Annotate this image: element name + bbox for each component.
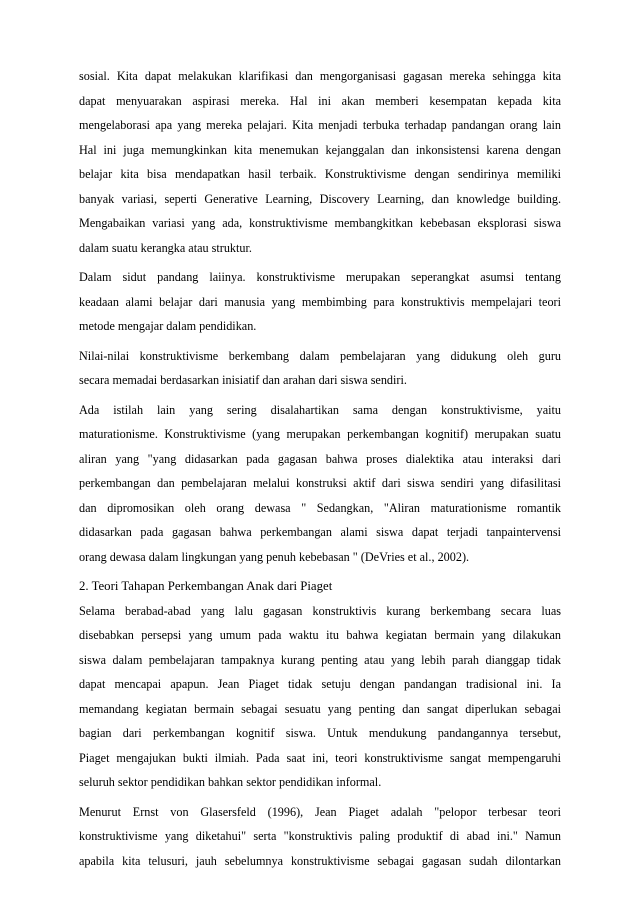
- text-line: Mengabaikan variasi yang ada, konstruktivisme membangkitkan kebebasan eksplorasi siswa: [79, 216, 561, 230]
- text-line: didasarkan pada gagasan bahwa perkembangan alami siswa dapat terjadi tanpaintervensi: [79, 525, 561, 539]
- text-line: konstruktivisme yang diketahui" serta "konstruktivis paling produktif di abad ini." Namun: [79, 829, 561, 843]
- text-line: Hal ini juga memungkinkan kita menemukan kejanggalan dan inkonsistensi karena dengan: [79, 142, 561, 157]
- text-line: orang dewasa dalam lingkungan yang penuh kebebasan " (DeVries et al., 2002).: [79, 549, 470, 564]
- text-line: dan dipromosikan oleh orang dewasa " Sedangkan, "Aliran maturationisme romantik: [79, 500, 561, 515]
- document-page: [79, 64, 561, 873]
- text-line: dapat mencapai apapun. Jean Piaget tidak setuju dengan pandangan tradisional ini. Ia: [79, 677, 561, 691]
- text-line: bagian dari perkembangan kognitif siswa. Untuk mendukung pandangannya tersebut,: [79, 726, 561, 740]
- text-line: keadaan alami belajar dari manusia yang membimbing para konstruktivis mempelajari teori: [79, 294, 561, 309]
- text-line: mengelaborasi apa yang mereka pelajari. Kita menjadi terbuka terhadap pandangan orang lain: [79, 118, 561, 132]
- paragraph-nilai-nilai: [79, 344, 561, 393]
- text-line: Nilai-nilai konstruktivisme berkembang dalam pembelajaran yang didukung oleh guru: [79, 348, 561, 363]
- text-line: maturationisme. Konstruktivisme (yang merupakan perkembangan kognitif) merupakan suatu: [79, 427, 561, 441]
- paragraph-konstruktivisme-variasi: [79, 64, 561, 260]
- paragraph-piaget-bermain: [79, 599, 561, 795]
- text-line: sosial. Kita dapat melakukan klarifikasi dan mengorganisasi gagasan mereka sehingga kita: [79, 69, 561, 83]
- text-line: Selama berabad-abad yang lalu gagasan konstruktivis kurang berkembang secara luas: [79, 603, 561, 618]
- text-line: banyak variasi, seperti Generative Learning, Discovery Learning, dan knowledge building.: [79, 191, 561, 206]
- section-heading: 2. Teori Tahapan Perkembangan Anak dari Piaget: [79, 579, 333, 593]
- text-line: siswa dalam pembelajaran tampaknya kurang penting atau yang lebih parah dianggap tidak: [79, 652, 561, 667]
- paragraph-maturationisme: [79, 398, 561, 570]
- text-line: dapat menyuarakan aspirasi mereka. Hal ini akan memberi kesempatan kepada kita: [79, 93, 561, 108]
- text-line: dalam suatu kerangka atau struktur.: [79, 240, 252, 255]
- text-line: Ada istilah lain yang sering disalahartikan sama dengan konstruktivisme, yaitu: [79, 402, 561, 417]
- text-line: Menurut Ernst von Glasersfeld (1996), Jean Piaget adalah "pelopor terbesar teori: [79, 804, 561, 819]
- text-line: secara memadai berdasarkan inisiatif dan arahan dari siswa sendiri.: [79, 373, 407, 387]
- text-line: Piaget mengajukan bukti ilmiah. Pada saat ini, teori konstruktivisme sangat mempengaruhi: [79, 750, 561, 765]
- paragraph-glasersfeld: [79, 800, 561, 874]
- text-line: disebabkan persepsi yang umum pada waktu itu bahwa kegiatan bermain yang dilakukan: [79, 628, 561, 642]
- text-line: apabila kita telusuri, jauh sebelumnya konstruktivisme sebagai gagasan sudah dilontarkan: [79, 853, 561, 868]
- text-line: aliran yang "yang didasarkan pada gagasan bahwa proses dialektika atau interaksi dari: [79, 451, 561, 466]
- text-line: memandang kegiatan bermain sebagai sesuatu yang penting dan sangat diperlukan sebagai: [79, 701, 561, 716]
- text-line: Dalam sidut pandang laiinya. konstruktivisme merupakan seperangkat asumsi tentang: [79, 270, 561, 284]
- text-line: seluruh sektor pendidikan bahkan sektor pendidikan informal.: [79, 775, 382, 789]
- text-line: belajar kita bisa mendapatkan hasil terbaik. Konstruktivisme dengan sendirinya memiliki: [79, 167, 561, 181]
- paragraph-sudut-pandang: [79, 265, 561, 339]
- text-line: metode mengajar dalam pendidikan.: [79, 319, 257, 333]
- text-line: perkembangan dan pembelajaran melalui konstruksi aktif dari siswa sendiri yang difasilitasi: [79, 476, 561, 490]
